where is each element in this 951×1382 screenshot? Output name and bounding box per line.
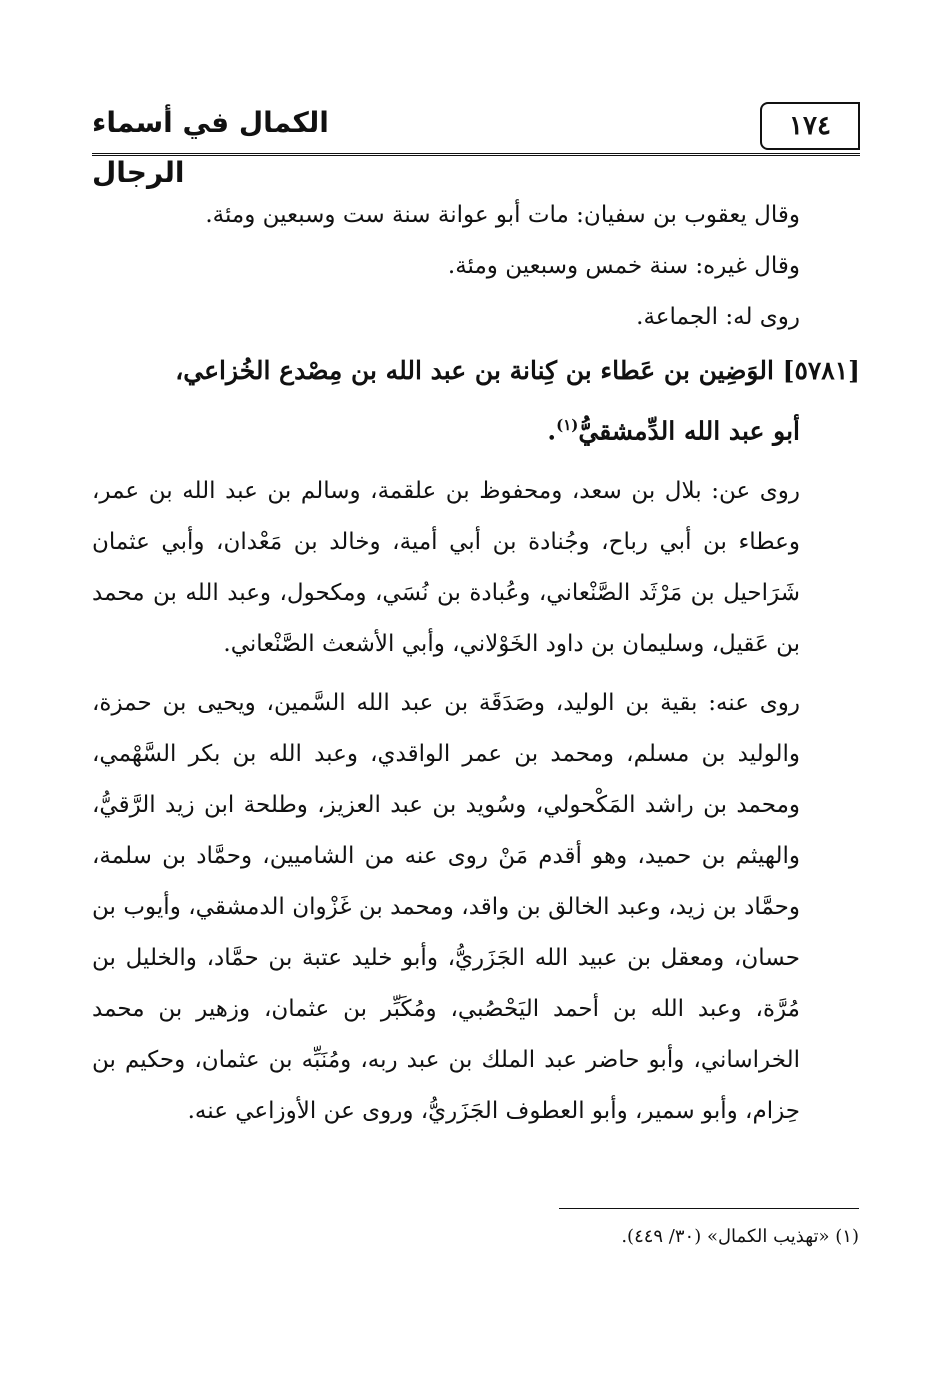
page-header [92, 92, 860, 189]
entry-heading-line2 [92, 398, 860, 458]
narrated-by-paragraph: روى عنه: بقية بن الوليد، وصَدَقَة بن عبد الله السَّمين، ويحيى بن حمزة، والوليد بن مسلم، ومحمد بن عمر الواقدي، وعبد الله بن بكر السَّهْمي، ومحمد بن راشد المَكْحولي، وسُويد بن عبد العزيز، وطلحة ابن زيد الرَّقيُّ، والهيثم بن حميد، وهو أقدم مَنْ روى عنه من الشاميين، وحمَّاد بن سلمة، وحمَّاد بن زيد، وعبد الخالق بن واقد، ومحمد بن غَزْوان الدمشقي، وأيوب بن حسان، ومعقل بن عبيد الله الجَزَريُّ، وأبو خليد عتبة بن حمَّاد، والخليل بن مُرَّة، وعبد الله بن أحمد اليَحْصُبي، ومُكَبِّر بن عثمان، وزهير بن محمد الخراساني، وأبو حاضر عبد الملك بن عبد ربه، ومُنَبِّه بن عثمان، وحكيم بن حِزام، وأبو سمير، وأبو العطوف الجَزَريُّ، وروى عن الأوزاعي عنه. [92, 690, 800, 1125]
header-rule [92, 153, 860, 156]
footnote-marker: (١) [556, 416, 579, 434]
text-line: وقال يعقوب بن سفيان: مات أبو عوانة سنة ست وسبعين ومئة. [205, 202, 800, 228]
entry-heading-line1: [٥٧٨١] الوَضِين بن عَطاء بن كِنانة بن عبد الله بن مِصْدع الخُزاعي، [175, 356, 860, 385]
page-body [92, 190, 860, 1137]
text-line: وقال غيره: سنة خمس وسبعين ومئة. [447, 253, 800, 279]
entry-heading [92, 343, 860, 458]
narrated-from-paragraph: روى عن: بلال بن سعد، ومحفوظ بن علقمة، وسالم بن عبد الله بن عمر، وعطاء بن أبي رباح، وجُنادة بن أبي أمية، وخالد بن مَعْدان، وأبي عثمان شَرَاحيل بن مَرْثَد الصَّنْعاني، وعُبادة بن نُسَي، ومكحول، وعبد الله بن محمد بن عَقيل، وسليمان بن داود الخَوْلاني، وأبي الأشعث الصَّنْعاني. [92, 478, 800, 658]
text-line: روى له: الجماعة. [636, 304, 800, 330]
entry-heading-end: . [547, 416, 557, 446]
footnote-rule [559, 1208, 859, 1209]
page-number: ١٧٤ [760, 102, 860, 150]
entry-heading-name: أبو عبد الله الدِّمشقيُّ [578, 416, 800, 446]
footnote: (١) «تهذيب الكمال» (٣٠/ ٤٤٩). [621, 1226, 859, 1247]
running-title: الكمال في أسماء الرجال [92, 106, 329, 189]
